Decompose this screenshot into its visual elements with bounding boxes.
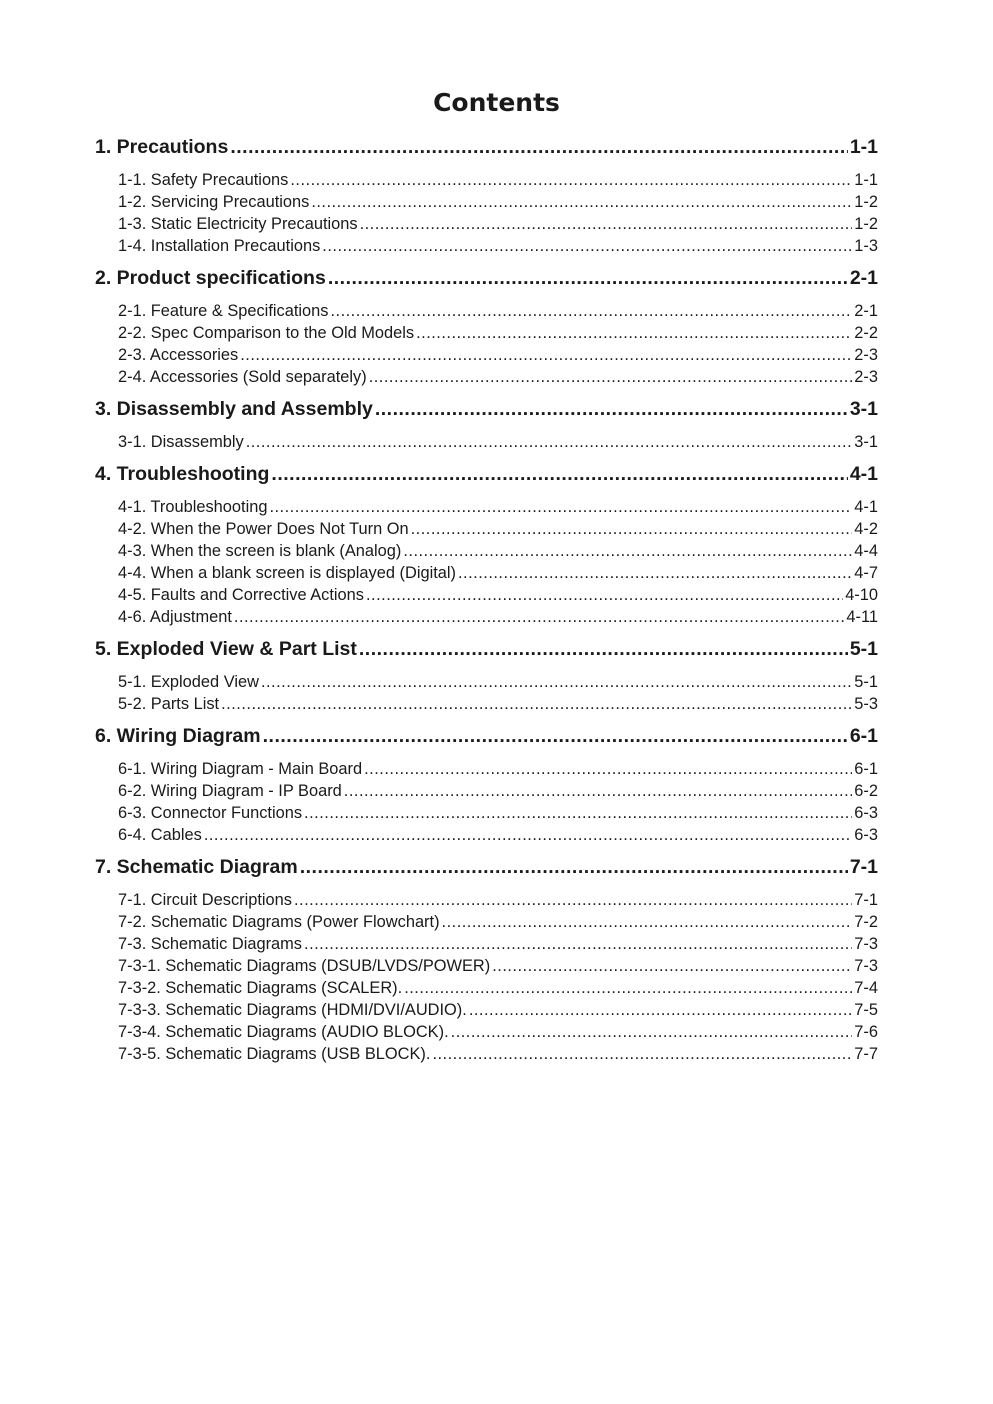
dot-leader <box>360 215 853 234</box>
dot-leader <box>442 913 853 932</box>
dot-leader <box>290 171 852 190</box>
dot-leader <box>294 891 852 910</box>
toc-subsection-title: 1-1. Safety Precautions <box>118 171 289 189</box>
dot-leader <box>234 608 845 627</box>
toc-section <box>95 856 878 1067</box>
toc-section-title: 7. Schematic Diagram <box>95 856 298 878</box>
toc-subsection-entry[interactable] <box>118 891 878 913</box>
dot-leader <box>204 826 852 845</box>
toc-subsection-list <box>95 760 878 848</box>
toc-subsection-title: 2-4. Accessories (Sold separately) <box>118 368 367 386</box>
toc-subsection-title: 4-6. Adjustment <box>118 608 232 626</box>
toc-section-page-number: 7-1 <box>849 856 878 878</box>
toc-section-entry[interactable] <box>95 136 878 162</box>
toc-subsection-entry[interactable] <box>118 608 878 630</box>
dot-leader <box>432 1045 852 1064</box>
toc-section-page-number: 4-1 <box>849 463 878 485</box>
toc-subsection-page-number: 6-2 <box>854 782 878 800</box>
dot-leader <box>261 673 852 692</box>
toc-subsection-title: 4-2. When the Power Does Not Turn On <box>118 520 409 538</box>
toc-subsection-page-number: 7-7 <box>854 1045 878 1063</box>
toc-section <box>95 463 878 630</box>
toc-section-entry[interactable] <box>95 267 878 293</box>
toc-subsection-entry[interactable] <box>118 433 878 455</box>
toc-subsection-page-number: 2-3 <box>854 346 878 364</box>
dot-leader <box>271 463 847 486</box>
toc-subsection-page-number: 4-1 <box>854 498 878 516</box>
toc-subsection-entry[interactable] <box>118 673 878 695</box>
toc-subsection-page-number: 1-2 <box>854 215 878 233</box>
toc-subsection-page-number: 3-1 <box>854 433 878 451</box>
toc-section-title: 5. Exploded View & Part List <box>95 638 357 660</box>
toc-subsection-page-number: 4-4 <box>854 542 878 560</box>
toc-subsection-entry[interactable] <box>118 215 878 237</box>
toc-section-entry[interactable] <box>95 856 878 882</box>
dot-leader <box>304 935 852 954</box>
toc-subsection-entry[interactable] <box>118 171 878 193</box>
dot-leader <box>366 586 843 605</box>
toc-subsection-title: 4-1. Troubleshooting <box>118 498 268 516</box>
dot-leader <box>404 979 852 998</box>
page-title: Contents <box>433 88 560 117</box>
toc-subsection-list <box>95 498 878 630</box>
dot-leader <box>369 368 853 387</box>
dot-leader <box>492 957 852 976</box>
toc-subsection-entry[interactable] <box>118 564 878 586</box>
dot-leader <box>416 324 852 343</box>
dot-leader <box>230 136 848 159</box>
toc-subsection-page-number: 7-3 <box>854 935 878 953</box>
toc-subsection-page-number: 4-2 <box>854 520 878 538</box>
toc-subsection-page-number: 6-3 <box>854 804 878 822</box>
toc-subsection-entry[interactable] <box>118 782 878 804</box>
dot-leader <box>269 498 852 517</box>
dot-leader <box>328 267 848 290</box>
toc-subsection-page-number: 7-3 <box>854 957 878 975</box>
toc-subsection-page-number: 7-4 <box>854 979 878 997</box>
dot-leader <box>263 725 848 748</box>
toc-subsection-page-number: 7-1 <box>854 891 878 909</box>
toc-subsection-page-number: 7-6 <box>854 1023 878 1041</box>
dot-leader <box>469 1001 852 1020</box>
toc-subsection-entry[interactable] <box>118 237 878 259</box>
toc-subsection-entry[interactable] <box>118 695 878 717</box>
toc-subsection-entry[interactable] <box>118 193 878 215</box>
toc-subsection-title: 1-3. Static Electricity Precautions <box>118 215 358 233</box>
dot-leader <box>359 638 848 661</box>
toc-subsection-entry[interactable] <box>118 368 878 390</box>
toc-subsection-title: 2-1. Feature & Specifications <box>118 302 329 320</box>
toc-section-page-number: 6-1 <box>849 725 878 747</box>
toc-subsection-title: 7-3-3. Schematic Diagrams (HDMI/DVI/AUDIO). <box>118 1001 467 1019</box>
toc-section-entry[interactable] <box>95 463 878 489</box>
toc-subsection-page-number: 4-11 <box>846 608 878 626</box>
toc-subsection-list <box>95 673 878 717</box>
toc-section-title: 4. Troubleshooting <box>95 463 270 485</box>
toc-section <box>95 136 878 259</box>
toc-subsection-list <box>95 891 878 1067</box>
toc-subsection-list <box>95 433 878 455</box>
dot-leader <box>364 760 852 779</box>
toc-subsection-title: 7-2. Schematic Diagrams (Power Flowchart) <box>118 913 440 931</box>
toc-subsection-entry[interactable] <box>118 1023 878 1045</box>
toc-subsection-page-number: 4-10 <box>845 586 878 604</box>
toc-subsection-entry[interactable] <box>118 586 878 608</box>
toc-subsection-entry[interactable] <box>118 760 878 782</box>
toc-subsection-title: 4-5. Faults and Corrective Actions <box>118 586 364 604</box>
dot-leader <box>221 695 852 714</box>
toc-subsection-page-number: 1-1 <box>854 171 878 189</box>
toc-subsection-page-number: 2-1 <box>854 302 878 320</box>
toc-section <box>95 725 878 848</box>
toc-subsection-title: 5-2. Parts List <box>118 695 220 713</box>
toc-section <box>95 267 878 390</box>
toc-subsection-page-number: 6-1 <box>854 760 878 778</box>
toc-subsection-entry[interactable] <box>118 324 878 346</box>
dot-leader <box>375 398 848 421</box>
toc-section-title: 6. Wiring Diagram <box>95 725 261 747</box>
toc-section-page-number: 2-1 <box>849 267 878 289</box>
toc-subsection-list <box>95 302 878 390</box>
toc-subsection-entry[interactable] <box>118 302 878 324</box>
toc-subsection-entry[interactable] <box>118 935 878 957</box>
dot-leader <box>344 782 853 801</box>
toc-subsection-list <box>95 171 878 259</box>
toc-subsection-title: 2-2. Spec Comparison to the Old Models <box>118 324 415 342</box>
toc-subsection-page-number: 2-3 <box>854 368 878 386</box>
toc-subsection-entry[interactable] <box>118 979 878 1001</box>
dot-leader <box>403 542 852 561</box>
dot-leader <box>311 193 852 212</box>
toc-section-entry[interactable] <box>95 398 878 424</box>
toc-subsection-title: 7-3. Schematic Diagrams <box>118 935 303 953</box>
toc-section-entry[interactable] <box>95 725 878 751</box>
toc-subsection-title: 7-1. Circuit Descriptions <box>118 891 292 909</box>
toc-section-title: 2. Product specifications <box>95 267 326 289</box>
toc-subsection-entry[interactable] <box>118 1001 878 1023</box>
toc-subsection-page-number: 2-2 <box>854 324 878 342</box>
toc-subsection-title: 6-1. Wiring Diagram - Main Board <box>118 760 363 778</box>
toc-subsection-page-number: 4-7 <box>854 564 878 582</box>
toc-section <box>95 398 878 455</box>
dot-leader <box>458 564 852 583</box>
toc-subsection-page-number: 1-3 <box>854 237 878 255</box>
toc-section-entry[interactable] <box>95 638 878 664</box>
toc-subsection-entry[interactable] <box>118 826 878 848</box>
dot-leader <box>451 1023 853 1042</box>
dot-leader <box>304 804 852 823</box>
toc-section-page-number: 1-1 <box>849 136 878 158</box>
toc-subsection-title: 7-3-5. Schematic Diagrams (USB BLOCK). <box>118 1045 431 1063</box>
dot-leader <box>246 433 853 452</box>
dot-leader <box>322 237 852 256</box>
toc-subsection-page-number: 7-2 <box>854 913 878 931</box>
toc-section <box>95 638 878 717</box>
toc-subsection-entry[interactable] <box>118 542 878 564</box>
toc-subsection-title: 6-3. Connector Functions <box>118 804 303 822</box>
toc-section-title: 1. Precautions <box>95 136 229 158</box>
toc-subsection-title: 7-3-1. Schematic Diagrams (DSUB/LVDS/POWER) <box>118 957 491 975</box>
toc-section-page-number: 3-1 <box>849 398 878 420</box>
toc-subsection-title: 7-3-4. Schematic Diagrams (AUDIO BLOCK). <box>118 1023 449 1041</box>
toc-subsection-title: 7-3-2. Schematic Diagrams (SCALER). <box>118 979 403 997</box>
dot-leader <box>411 520 853 539</box>
dot-leader <box>300 856 848 879</box>
toc-subsection-page-number: 6-3 <box>854 826 878 844</box>
toc-subsection-page-number: 7-5 <box>854 1001 878 1019</box>
toc-subsection-page-number: 5-3 <box>854 695 878 713</box>
toc-subsection-title: 6-2. Wiring Diagram - IP Board <box>118 782 342 800</box>
dot-leader <box>330 302 852 321</box>
toc-subsection-title: 4-4. When a blank screen is displayed (Digital) <box>118 564 456 582</box>
toc-subsection-entry[interactable] <box>118 498 878 520</box>
toc-subsection-title: 1-2. Servicing Precautions <box>118 193 310 211</box>
toc-subsection-entry[interactable] <box>118 913 878 935</box>
toc-subsection-page-number: 1-2 <box>854 193 878 211</box>
toc-subsection-entry[interactable] <box>118 957 878 979</box>
toc-section-page-number: 5-1 <box>849 638 878 660</box>
table-of-contents <box>95 136 878 1075</box>
toc-subsection-page-number: 5-1 <box>854 673 878 691</box>
toc-subsection-title: 5-1. Exploded View <box>118 673 259 691</box>
toc-subsection-title: 6-4. Cables <box>118 826 202 844</box>
toc-subsection-entry[interactable] <box>118 804 878 826</box>
toc-subsection-title: 1-4. Installation Precautions <box>118 237 321 255</box>
toc-subsection-entry[interactable] <box>118 1045 878 1067</box>
toc-section-title: 3. Disassembly and Assembly <box>95 398 373 420</box>
toc-subsection-entry[interactable] <box>118 520 878 542</box>
toc-subsection-title: 4-3. When the screen is blank (Analog) <box>118 542 402 560</box>
toc-subsection-title: 2-3. Accessories <box>118 346 239 364</box>
dot-leader <box>240 346 852 365</box>
toc-subsection-entry[interactable] <box>118 346 878 368</box>
toc-subsection-title: 3-1. Disassembly <box>118 433 244 451</box>
